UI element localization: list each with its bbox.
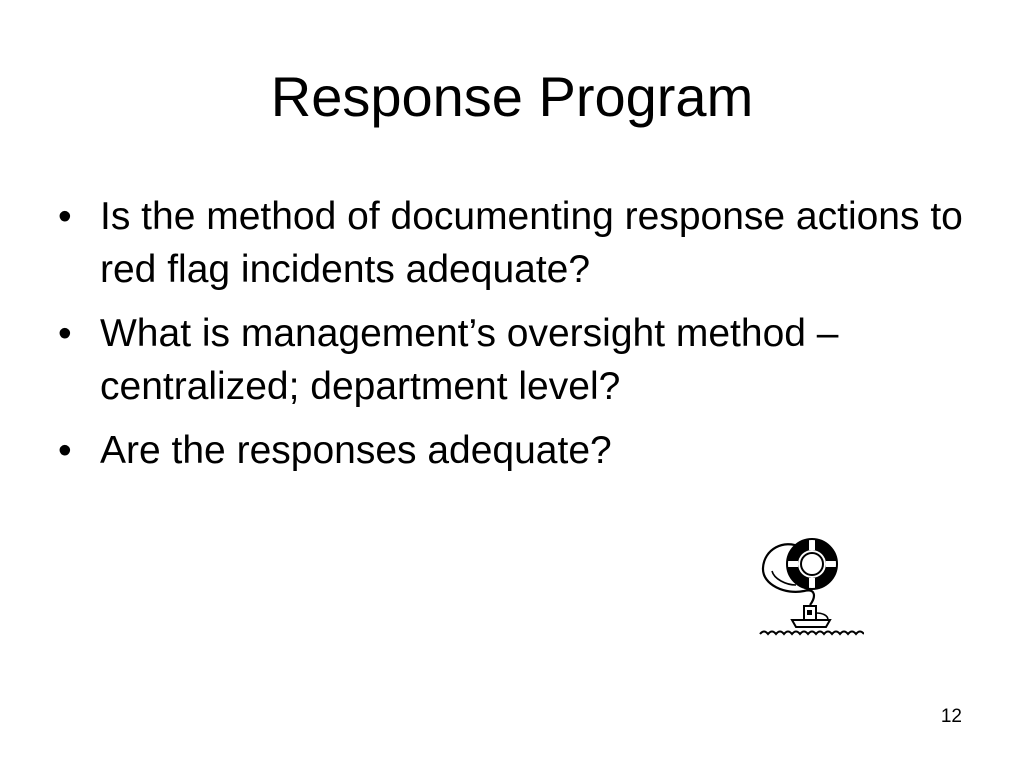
page-number: 12	[940, 706, 962, 727]
bullet-marker: •	[58, 312, 72, 355]
bullet-item	[58, 424, 978, 477]
bullet-item	[58, 307, 978, 413]
bullet-text: Is the method of documenting response actions to red flag incidents adequate?	[100, 195, 963, 291]
life-ring-boat-icon	[756, 535, 864, 643]
slide-title: Response Program	[270, 65, 754, 128]
bullet-marker: •	[58, 195, 72, 238]
bullet-item	[58, 190, 978, 296]
bullet-text: Are the responses adequate?	[100, 429, 612, 472]
bullet-list	[58, 190, 978, 488]
bullet-marker: •	[58, 429, 72, 472]
bullet-text: What is management’s oversight method – centralized; department level?	[100, 312, 839, 408]
